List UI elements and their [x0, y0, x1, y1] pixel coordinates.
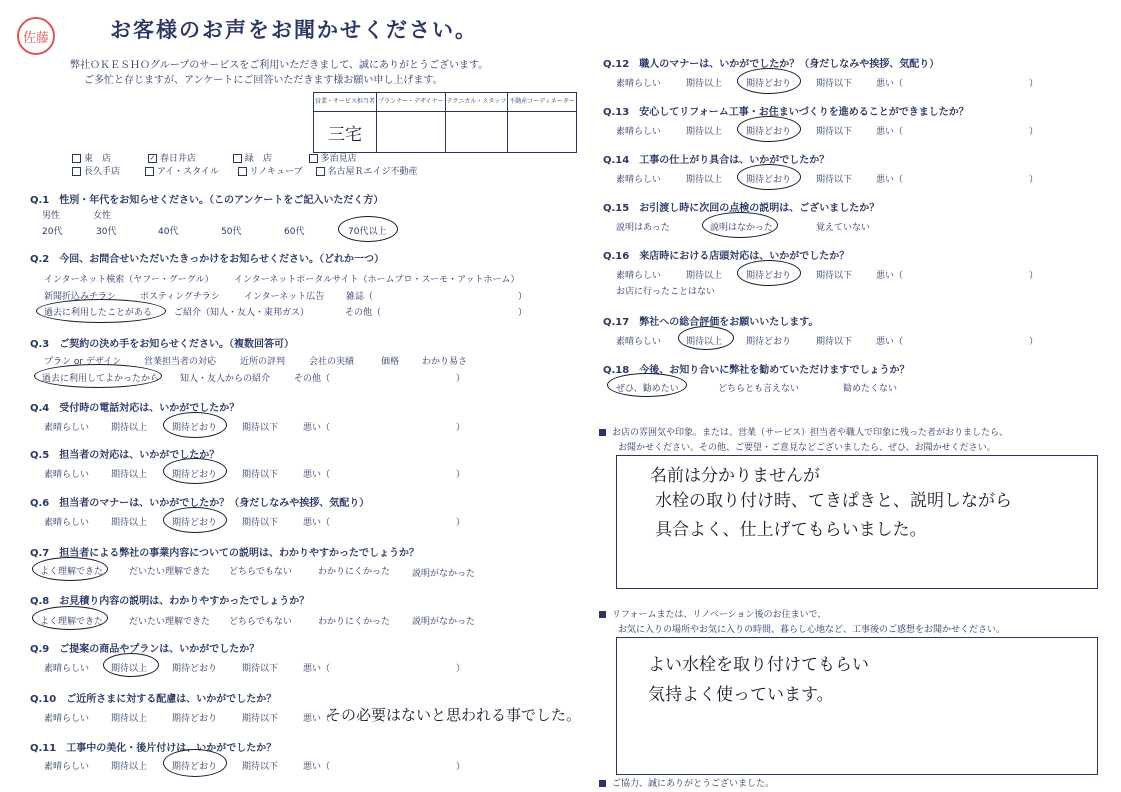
q15-option[interactable]: 説明はあった [616, 223, 670, 233]
q12-paren: ） [1029, 79, 1039, 89]
q11-option-selected[interactable]: 期待どおり [172, 762, 218, 772]
q18-option[interactable]: 勧めたくない [843, 384, 898, 394]
q10-handwritten-answer[interactable]: その必要はないと思われる事でした。 [326, 706, 582, 724]
q2-option[interactable]: インターネット広告 [244, 292, 325, 302]
q3-option[interactable]: 会社の実績 [309, 357, 355, 367]
q16-title: Q.16 来店時における店頭対応は、いかがでしたか？ [603, 251, 850, 262]
store-row-1 [72, 151, 357, 164]
q8-title: Q.8 お見積り内容の説明は、わかりやすかったでしょうか？ [30, 596, 310, 607]
q2-title: Q.2 今回、お問合せいただいたきっかけをお知らせください。（どれか一つ） [30, 254, 384, 265]
q3-option[interactable]: わかり易さ [422, 357, 468, 367]
comment1-prompt-text: お店の雰囲気や印象。または、営業（サービス）担当者や職人で印象に残った者がおりましたら、 [612, 428, 1009, 438]
q16-option-selected[interactable]: 期待どおり [746, 271, 792, 281]
staff-table [313, 92, 577, 153]
comment2-prompt-2: お気に入りの場所やお気に入りの時間、暮らし心地など、工事後のご感想をお聞かせください。 [618, 625, 1006, 635]
q16-option-no-visit[interactable]: お店に行ったことはない [616, 287, 716, 297]
q17-title: Q.17 弊社への総合評価をお願いいたします。 [603, 317, 819, 328]
q6-option[interactable]: 期待以下 [242, 518, 279, 528]
comment1-prompt-2: お聞かせください。その他、ご要望・ご意見などございましたら、ぜひ、お聞かせください。 [618, 443, 996, 453]
seal-stamp: 佐藤 [17, 17, 55, 55]
q14-option-selected[interactable]: 期待どおり [746, 175, 792, 185]
q4-paren: ） [456, 423, 466, 433]
q8-option[interactable]: わかりにくかった [318, 617, 391, 627]
q17-option[interactable]: 素晴らしい [616, 337, 662, 347]
q8-option[interactable]: どちらでもない [229, 617, 292, 627]
q1-age-option[interactable]: 20代 [42, 227, 63, 237]
comment2-line: 気持よく使っています。 [648, 685, 834, 705]
store-option[interactable]: 長久手店 [84, 167, 121, 177]
q3-option[interactable]: プラン or デザイン [44, 357, 122, 367]
q7-option[interactable]: わかりにくかった [318, 567, 391, 577]
q16-option[interactable]: 素晴らしい [616, 271, 662, 281]
q4-title: Q.4 受付時の電話対応は、いかがでしたか？ [30, 403, 240, 414]
q14-option[interactable]: 悪い（ [876, 175, 904, 185]
q6-title: Q.6 担当者のマナーは、いかがでしたか？（身だしなみや挨拶、気配り） [30, 498, 370, 509]
q13-option[interactable]: 悪い（ [876, 127, 904, 137]
q16-option[interactable]: 悪い（ [876, 271, 904, 281]
q15-title: Q.15 お引渡し時に次回の点検の説明は、ございましたか？ [603, 203, 880, 214]
q7-option-selected[interactable]: よく理解できた [40, 567, 104, 577]
q6-option-selected[interactable]: 期待どおり [172, 518, 218, 528]
comment2-prompt-text: リフォームまたは、リノベーション後のお住まいで、 [612, 610, 827, 620]
q11-option[interactable]: 素晴らしい [44, 762, 90, 772]
checkbox-icon[interactable] [72, 154, 81, 163]
staff-name-planner[interactable] [377, 112, 446, 153]
intro-line-1: 弊社ＯＫＥＳＨＯグループのサービスをご利用いただきまして、誠にありがとうございます。 [70, 60, 489, 71]
q14-option[interactable]: 期待以下 [816, 175, 853, 185]
q6-option[interactable]: 期待以上 [111, 518, 148, 528]
q18-option[interactable]: どちらとも言えない [718, 384, 800, 394]
q9-title: Q.9 ご提案の商品やプランは、いかがでしたか？ [30, 644, 260, 655]
q10-option[interactable]: 素晴らしい [44, 714, 90, 724]
q4-option[interactable]: 期待以上 [111, 423, 148, 433]
q2-option[interactable]: インターネットポータルサイト（ホームプロ・スーモ・アットホーム） [234, 275, 520, 285]
footer [599, 776, 774, 789]
q1-age-option[interactable]: 60代 [284, 227, 305, 237]
q3-option[interactable]: 知人・友人からの紹介 [180, 374, 271, 384]
q5-option[interactable]: 期待以下 [242, 470, 279, 480]
q10-option[interactable]: 期待どおり [172, 714, 218, 724]
store-option[interactable]: 緑 店 [244, 154, 272, 164]
q12-option-selected[interactable]: 期待どおり [746, 79, 792, 89]
q18-option-selected[interactable]: ぜひ、勧めたい [616, 384, 679, 394]
checkbox-icon[interactable] [238, 167, 247, 176]
q2-option[interactable]: 雑誌（ [346, 292, 374, 302]
q2-option-selected[interactable]: 過去に利用したことがある [44, 308, 153, 318]
q3-option[interactable]: その他（ [294, 374, 331, 384]
staff-header: 不動産コーディネーター [508, 93, 577, 112]
q8-option[interactable]: だいたい理解できた [129, 617, 211, 627]
q16-option[interactable]: 期待以上 [686, 271, 723, 281]
q17-option-selected[interactable]: 期待以上 [686, 337, 723, 347]
q12-option[interactable]: 素晴らしい [616, 79, 662, 89]
q2-option[interactable]: ご紹介（知人・友人・東邦ガス） [174, 308, 310, 318]
q13-option[interactable]: 期待以下 [816, 127, 853, 137]
q15-option[interactable]: 覚えていない [816, 223, 871, 233]
staff-name-sales[interactable]: 三宅 [314, 112, 377, 153]
q10-title: Q.10 ご近所さまに対する配慮は、いかがでしたか？ [30, 694, 277, 705]
q6-option[interactable]: 悪い（ [303, 518, 331, 528]
q14-option[interactable]: 素晴らしい [616, 175, 662, 185]
q4-option[interactable]: 素晴らしい [44, 423, 90, 433]
q3-option[interactable]: 営業担当者の対応 [144, 357, 217, 367]
q5-option-selected[interactable]: 期待どおり [172, 470, 218, 480]
q1-gender-female[interactable]: 女性 [93, 211, 112, 221]
q4-option[interactable]: 悪い（ [303, 423, 331, 433]
q11-title: Q.11 工事中の美化・後片付けは、いかがでしたか？ [30, 743, 277, 754]
q1-age-option-selected[interactable]: 70代以上 [348, 227, 387, 237]
q3-option[interactable]: 価格 [381, 357, 400, 367]
staff-header: テクニカル・スタッフ [445, 93, 508, 112]
q12-option[interactable]: 期待以上 [686, 79, 723, 89]
q4-option-selected[interactable]: 期待どおり [172, 423, 218, 433]
q7-title: Q.7 担当者による弊社の事業内容についての説明は、わかりやすかったでしょうか？ [30, 548, 420, 559]
square-bullet-icon [599, 611, 606, 618]
q7-option[interactable]: どちらでもない [229, 567, 292, 577]
square-bullet-icon [599, 780, 606, 787]
q8-option[interactable]: 説明がなかった [412, 617, 476, 627]
q11-paren: ） [456, 762, 466, 772]
q9-option[interactable]: 悪い（ [303, 664, 331, 674]
q2-paren: ） [518, 292, 528, 302]
q1-age-option[interactable]: 30代 [96, 227, 117, 237]
q14-paren: ） [1029, 175, 1039, 185]
staff-name-technical[interactable] [445, 112, 508, 153]
q18-title: Q.18 今後、お知り合いに弊社を勧めていただけますでしょうか？ [603, 365, 910, 376]
q3-option[interactable]: 近所の評判 [240, 357, 286, 367]
staff-header: プランナー・デザイナー [377, 93, 446, 112]
q5-option[interactable]: 素晴らしい [44, 470, 90, 480]
q12-option[interactable]: 期待以下 [816, 79, 853, 89]
q3-title: Q.3 ご契約の決め手をお知らせください。（複数回答可） [30, 339, 294, 350]
q9-option[interactable]: 素晴らしい [44, 664, 90, 674]
comment1-prompt-1 [599, 425, 1008, 438]
q6-paren: ） [456, 518, 466, 528]
q16-paren: ） [1029, 271, 1039, 281]
q13-option[interactable]: 素晴らしい [616, 127, 662, 137]
q10-option[interactable]: 期待以下 [242, 714, 279, 724]
q3-paren: ） [456, 374, 466, 384]
q5-paren: ） [456, 470, 466, 480]
store-option[interactable]: リノキューブ [249, 167, 303, 177]
q2-option[interactable]: 新聞折込みチラシ [44, 292, 117, 302]
q11-option[interactable]: 期待以下 [242, 762, 279, 772]
q2-option[interactable]: ポスティングチラシ [140, 292, 220, 302]
store-option[interactable]: アイ・スタイル [156, 167, 219, 177]
q1-age-option[interactable]: 50代 [221, 227, 242, 237]
staff-name-realestate[interactable] [508, 112, 577, 153]
store-option[interactable]: 名古屋Ｒエイジ不動産 [327, 167, 418, 177]
q5-option[interactable]: 期待以上 [111, 470, 148, 480]
q10-option[interactable]: 悪い（ [303, 714, 331, 724]
q16-option[interactable]: 期待以下 [816, 271, 853, 281]
q7-option[interactable]: だいたい理解できた [129, 567, 211, 577]
q10-option[interactable]: 期待以上 [111, 714, 148, 724]
q9-paren: ） [456, 664, 466, 674]
store-option[interactable]: 多治見店 [320, 154, 357, 164]
square-bullet-icon [599, 429, 606, 436]
q13-option[interactable]: 期待以上 [686, 127, 723, 137]
q14-title: Q.14 工事の仕上がり具合は、いかがでしたか？ [603, 155, 830, 166]
checkbox-icon[interactable] [309, 154, 318, 163]
store-row-2 [72, 164, 418, 177]
q17-option[interactable]: 期待以下 [816, 337, 853, 347]
q17-option[interactable]: 悪い（ [876, 337, 904, 347]
q5-title: Q.5 担当者の対応は、いかがでしたか？ [30, 450, 220, 461]
q13-option-selected[interactable]: 期待どおり [746, 127, 792, 137]
q14-option[interactable]: 期待以上 [686, 175, 723, 185]
q1-title: Q.1 性別・年代をお知らせください。（このアンケートをご記入いただく方） [30, 195, 384, 206]
footer-text: ご協力、誠にありがとうございました。 [612, 779, 775, 789]
q11-option[interactable]: 期待以上 [111, 762, 148, 772]
q2-paren: ） [518, 308, 528, 318]
comment2-prompt-1 [599, 607, 826, 620]
q2-option[interactable]: インターネット検索（ヤフー・グーグル） [44, 275, 214, 285]
comment1-line: 名前は分かりませんが [650, 466, 820, 486]
checkbox-icon[interactable] [145, 167, 154, 176]
q9-option-selected[interactable]: 期待以上 [111, 664, 148, 674]
comment2-line: よい水栓を取り付けてもらい [648, 655, 869, 675]
q1-gender-male[interactable]: 男性 [42, 211, 61, 221]
q17-option[interactable]: 期待どおり [746, 337, 792, 347]
intro-line-2: ご多忙と存じますが、アンケートにご回答いただきます様お願い申し上げます。 [84, 75, 443, 86]
q12-title: Q.12 職人のマナーは、いかがでしたか？（身だしなみや挨拶、気配り） [603, 59, 940, 70]
q7-option[interactable]: 説明がなかった [412, 569, 476, 579]
q3-option-selected[interactable]: 過去に利用してよかったから [42, 374, 160, 384]
checkbox-icon[interactable] [72, 167, 81, 176]
staff-header: 営業・サービス担当者 [314, 93, 377, 112]
q11-option[interactable]: 悪い（ [303, 762, 331, 772]
q4-option[interactable]: 期待以下 [242, 423, 279, 433]
q2-option[interactable]: その他（ [345, 308, 382, 318]
store-option[interactable]: 春日井店 [159, 154, 196, 164]
q5-option[interactable]: 悪い（ [303, 470, 331, 480]
q13-paren: ） [1029, 127, 1039, 137]
comment1-line: 具合よく、仕上げてもらいました。 [655, 520, 927, 540]
q9-option[interactable]: 期待以下 [242, 664, 279, 674]
q8-option-selected[interactable]: よく理解できた [40, 617, 104, 627]
q1-age-option[interactable]: 40代 [158, 227, 179, 237]
q12-option[interactable]: 悪い（ [876, 79, 904, 89]
page-title: お客様のお声をお聞かせください。 [110, 18, 478, 42]
q13-title: Q.13 安心してリフォーム工事・お住まいづくりを進めることができましたか？ [603, 107, 969, 118]
q9-option[interactable]: 期待どおり [172, 664, 218, 674]
q6-option[interactable]: 素晴らしい [44, 518, 90, 528]
checkbox-icon[interactable] [233, 154, 242, 163]
q15-option-selected[interactable]: 説明はなかった [710, 223, 774, 233]
q17-paren: ） [1029, 337, 1039, 347]
comment1-line: 水栓の取り付け時、てきぱきと、説明しながら [655, 491, 1012, 511]
checkbox-checked-icon[interactable]: ✓ [149, 154, 156, 162]
store-option[interactable]: 東 店 [84, 154, 112, 164]
checkbox-icon[interactable] [316, 167, 325, 176]
